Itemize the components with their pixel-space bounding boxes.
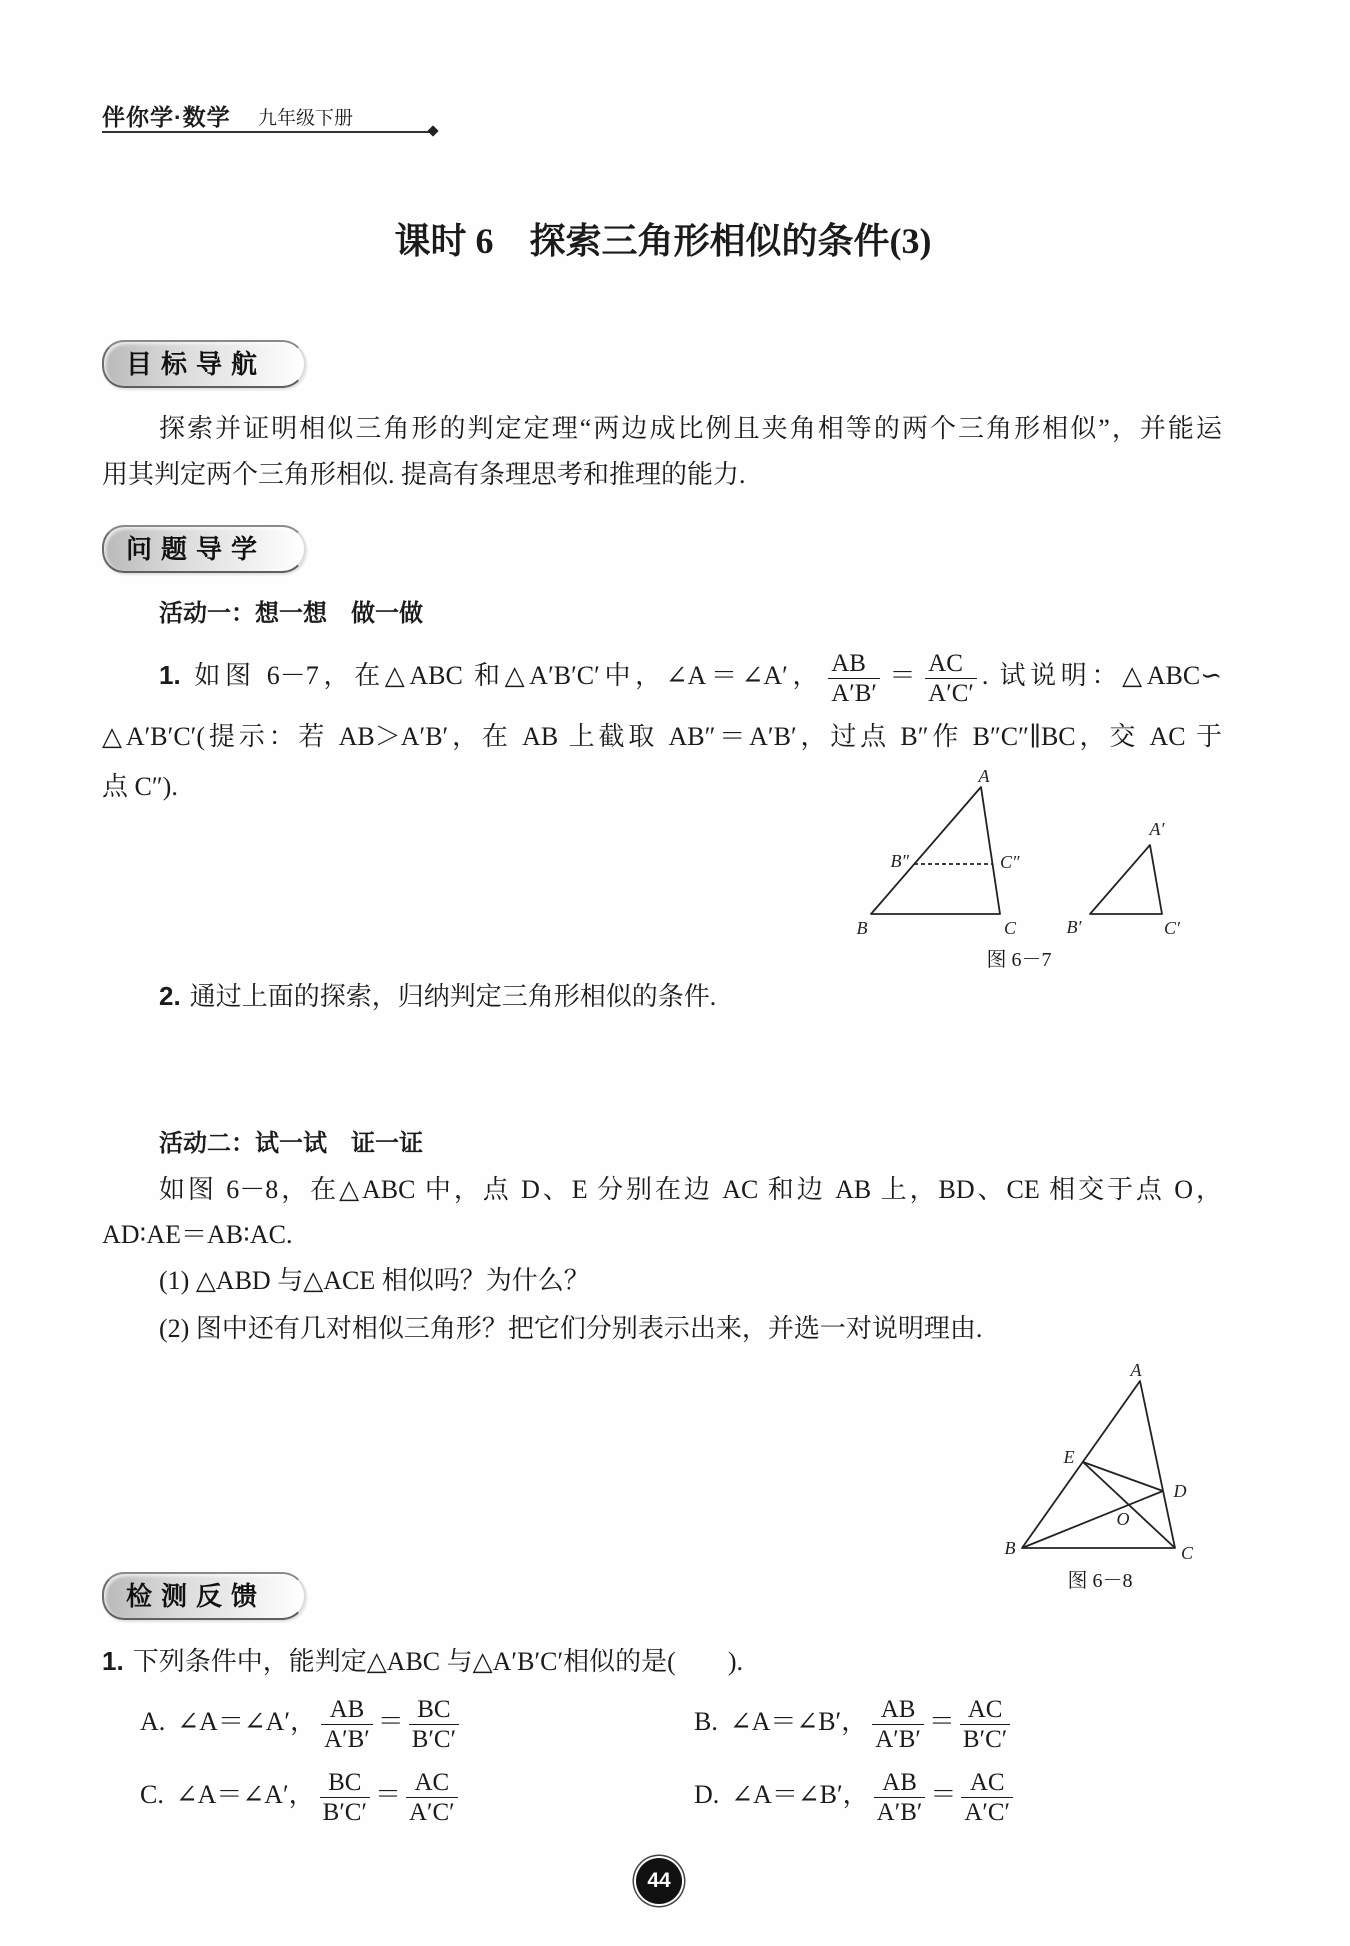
figure-6-7 xyxy=(850,765,1190,965)
diamond-icon xyxy=(427,125,438,136)
question-1-line-1 xyxy=(159,645,1222,707)
activity-2-line-1: 如图 6－8，在△ABC 中，点 D、E 分别在边 AC 和边 AB 上，BD、CE 相交于点 O， xyxy=(159,1175,1222,1204)
fraction-numerator: AB xyxy=(874,1769,926,1798)
fraction-ab-over-a1b1 xyxy=(828,650,880,707)
fraction-denominator: A′B′ xyxy=(875,1725,921,1753)
check-question-1 xyxy=(102,1638,743,1685)
fraction-numerator: AB xyxy=(828,650,880,679)
option-angle-condition: ∠A＝∠A′， xyxy=(175,1780,315,1809)
label-c-double-prime: C″ xyxy=(1000,852,1020,872)
page-number: 44 xyxy=(636,1858,682,1904)
label-a: A xyxy=(978,766,990,786)
fraction-numerator: AC xyxy=(925,650,977,679)
fraction-denominator: A′B′ xyxy=(324,1725,370,1753)
fraction-numerator: AC xyxy=(406,1769,458,1798)
label-e: E xyxy=(1063,1447,1075,1467)
header-rule xyxy=(102,131,432,133)
option-label: A. xyxy=(140,1707,166,1736)
label-c-prime: C′ xyxy=(1164,918,1180,938)
question-text: 如图 6－7，在△ABC 和△A′B′C′中，∠A＝∠A′， xyxy=(189,661,824,690)
triangle-a1b1c1 xyxy=(1090,845,1162,914)
label-o: O xyxy=(1116,1509,1130,1529)
fraction-denominator: A′B′ xyxy=(831,679,877,707)
activity-2-heading: 活动二：试一试 证一证 xyxy=(159,1130,423,1157)
fraction-denominator: A′C′ xyxy=(408,1798,455,1826)
question-number: 1. xyxy=(159,660,181,690)
equals-sign: ＝ xyxy=(930,1780,957,1809)
section-heading-guide: 问题导学 xyxy=(126,534,267,564)
goal-text-line-1: 探索并证明相似三角形的判定定理“两边成比例且夹角相等的两个三角形相似”，并能运 xyxy=(159,414,1222,443)
fraction-numerator: AB xyxy=(872,1696,924,1725)
fraction xyxy=(406,1769,458,1826)
fraction xyxy=(874,1769,926,1826)
section-badge-guide xyxy=(102,525,306,573)
label-b-double-prime: B″ xyxy=(890,851,909,871)
label-c: C xyxy=(1003,918,1017,938)
equals-sign: ＝ xyxy=(374,1780,401,1809)
segment-ed xyxy=(1083,1462,1163,1491)
label-d: D xyxy=(1173,1481,1187,1501)
question-number: 1. xyxy=(102,1646,124,1676)
question-2 xyxy=(159,973,716,1020)
activity-2-line-2: AD∶AE＝AB∶AC. xyxy=(102,1220,293,1249)
question-text: 通过上面的探索，归纳判定三角形相似的条件. xyxy=(189,982,717,1011)
fraction xyxy=(320,1769,370,1826)
option-angle-condition: ∠A＝∠B′， xyxy=(729,1707,868,1736)
fraction-numerator: AC xyxy=(961,1769,1013,1798)
label-c: C xyxy=(1180,1543,1194,1563)
option-label: B. xyxy=(694,1707,718,1736)
fraction-ac-over-a1c1 xyxy=(925,650,977,707)
activity-2-part-1: (1) △ABD 与△ACE 相似吗？为什么？ xyxy=(159,1266,590,1295)
fraction-numerator: AB xyxy=(321,1696,373,1725)
option-c xyxy=(140,1765,463,1826)
option-angle-condition: ∠A＝∠B′， xyxy=(731,1780,869,1809)
question-number: 2. xyxy=(159,981,181,1011)
activity-1-heading: 活动一：想一想 做一做 xyxy=(159,600,423,627)
fraction-numerator: BC xyxy=(320,1769,370,1798)
label-a-prime: A′ xyxy=(1149,819,1165,839)
label-b: B xyxy=(1004,1538,1016,1558)
section-heading-goal: 目标导航 xyxy=(126,349,267,379)
fraction-denominator: A′C′ xyxy=(964,1798,1011,1826)
question-1-line-2: △A′B′C′(提示：若 AB＞A′B′，在 AB 上截取 AB″＝A′B′，过点 B″作 B″C″∥BC，交 AC 于 xyxy=(102,722,1222,751)
fraction xyxy=(960,1696,1010,1753)
label-b-prime: B′ xyxy=(1066,917,1082,937)
question-1-line-3: 点 C″). xyxy=(102,772,178,801)
option-label: D. xyxy=(694,1780,720,1809)
option-angle-condition: ∠A＝∠A′， xyxy=(177,1707,317,1736)
lesson-title: 课时 6 探索三角形相似的条件(3) xyxy=(394,221,932,261)
book-series-title: 伴你学·数学 xyxy=(102,104,231,130)
option-b xyxy=(694,1692,1015,1753)
label-b: B xyxy=(856,918,868,938)
fraction xyxy=(872,1696,924,1753)
question-text: 下列条件中，能判定△ABC 与△A′B′C′相似的是( ). xyxy=(132,1647,743,1676)
triangle-abc xyxy=(1022,1381,1175,1548)
fraction-denominator: B′C′ xyxy=(322,1798,367,1826)
section-badge-goal xyxy=(102,340,306,388)
fraction-denominator: B′C′ xyxy=(962,1725,1008,1753)
fraction-numerator: AC xyxy=(960,1696,1010,1725)
fraction-denominator: A′B′ xyxy=(876,1798,923,1826)
segment-ce xyxy=(1083,1462,1175,1548)
fraction-numerator: BC xyxy=(409,1696,459,1725)
fraction xyxy=(321,1696,373,1753)
fraction xyxy=(409,1696,459,1753)
option-label: C. xyxy=(140,1780,164,1809)
label-a: A xyxy=(1130,1360,1142,1380)
section-heading-check: 检测反馈 xyxy=(126,1581,267,1611)
fraction-denominator: B′C′ xyxy=(411,1725,457,1753)
goal-text-line-2: 用其判定两个三角形相似. 提高有条理思考和推理的能力. xyxy=(102,460,746,489)
figure-6-8 xyxy=(995,1355,1205,1570)
option-d xyxy=(694,1765,1018,1826)
fraction-denominator: A′C′ xyxy=(928,679,974,707)
figure-caption: 图 6－8 xyxy=(1067,1570,1133,1592)
equals-sign: ＝ xyxy=(928,1707,955,1736)
equals-sign: ＝ xyxy=(377,1707,404,1736)
activity-2-part-2: (2) 图中还有几对相似三角形？把它们分别表示出来，并选一对说明理由. xyxy=(159,1314,983,1343)
equals-sign: ＝ xyxy=(884,661,921,690)
figure-caption: 图 6－7 xyxy=(986,949,1052,971)
grade-label: 九年级下册 xyxy=(258,108,354,129)
section-badge-check xyxy=(102,1572,306,1620)
option-a xyxy=(140,1692,464,1753)
question-text: . 试说明：△ABC∽ xyxy=(981,661,1222,690)
fraction xyxy=(961,1769,1013,1826)
